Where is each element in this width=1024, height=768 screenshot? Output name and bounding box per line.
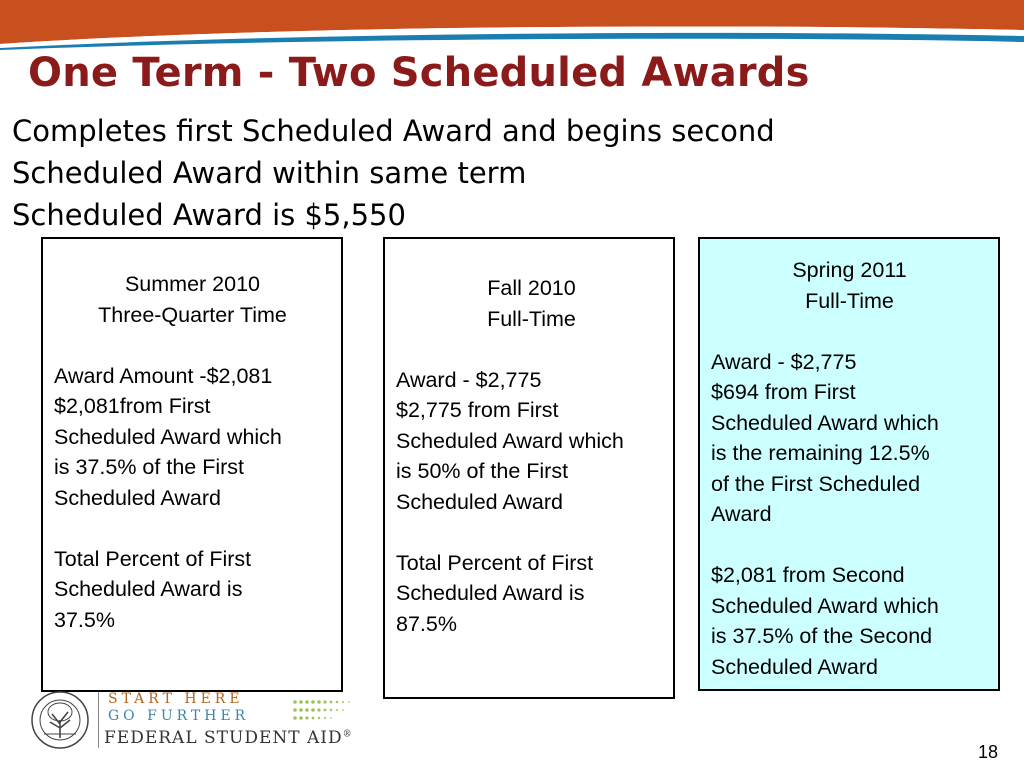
term-name: Spring 2011 (792, 258, 907, 282)
total-line: Scheduled Award is (54, 577, 243, 601)
enrollment-status: Full-Time (805, 288, 894, 313)
logo-divider (98, 692, 99, 748)
enrollment-status: Three-Quarter Time (98, 302, 287, 327)
award-line: $2,081 from Second (711, 563, 905, 587)
total-line: Total Percent of First (54, 546, 252, 571)
award-line: Award - $2,775 (396, 367, 542, 392)
term-box-spring (698, 237, 1000, 691)
total-line: 37.5% (54, 607, 115, 632)
award-line: of the First Scheduled (711, 471, 921, 496)
subtitle-line: Scheduled Award is $5,550 (12, 198, 406, 232)
logo-tagline-go-further: GO FURTHER (108, 708, 250, 724)
award-line: $694 from First (711, 380, 856, 404)
enrollment-status: Full-Time (487, 306, 576, 331)
award-line: Scheduled Award which (54, 424, 282, 449)
award-line: $2,081from First (54, 394, 211, 418)
second-award-paragraph (711, 560, 988, 682)
award-line: is 37.5% of the Second (711, 624, 933, 648)
term-heading (54, 269, 331, 330)
term-name: Summer 2010 (124, 272, 261, 296)
page-number: 18 (977, 742, 998, 762)
total-percent-paragraph (54, 544, 331, 636)
term-name: Fall 2010 (487, 276, 576, 300)
registered-mark: ® (342, 729, 353, 740)
term-heading (396, 273, 667, 334)
award-paragraph (396, 365, 667, 518)
term-heading (711, 255, 988, 316)
award-line: Scheduled Award which (396, 428, 624, 453)
total-line: 87.5% (396, 611, 457, 636)
top-banner (0, 0, 1024, 50)
award-line: Scheduled Award (54, 485, 221, 510)
award-paragraph (711, 347, 988, 530)
subtitle-line: Completes first Scheduled Award and begins second (12, 114, 775, 148)
award-paragraph (54, 361, 331, 514)
federal-student-aid-logo (30, 690, 353, 754)
term-box-summer (41, 237, 343, 692)
award-line: Scheduled Award (396, 489, 563, 514)
total-line: Scheduled Award is (396, 581, 585, 605)
logo-dot-pattern-icon (292, 698, 368, 724)
total-line: Total Percent of First (396, 550, 594, 575)
award-line: is the remaining 12.5% (711, 441, 930, 465)
subtitle-line: Scheduled Award within same term (12, 156, 527, 190)
department-of-education-seal-icon (30, 690, 90, 750)
award-line: is 50% of the First (396, 459, 569, 483)
total-percent-paragraph (396, 548, 667, 640)
term-box-fall (383, 237, 675, 699)
award-line: Scheduled Award which (711, 410, 939, 435)
award-line: Award - $2,775 (711, 349, 857, 374)
award-line: $2,775 from First (396, 398, 559, 422)
logo-wordmark (104, 728, 353, 748)
award-line: Scheduled Award (711, 654, 878, 679)
logo-tagline-start-here: START HERE (108, 691, 244, 707)
slide-title: One Term - Two Scheduled Awards (28, 50, 810, 96)
award-line: Scheduled Award which (711, 593, 939, 618)
award-line: Award Amount -$2,081 (54, 363, 273, 388)
logo-wordmark-text: FEDERAL STUDENT AID (104, 728, 343, 748)
award-line: is 37.5% of the First (54, 455, 244, 479)
award-line: Award (711, 502, 772, 526)
subtitle-block (12, 110, 775, 236)
